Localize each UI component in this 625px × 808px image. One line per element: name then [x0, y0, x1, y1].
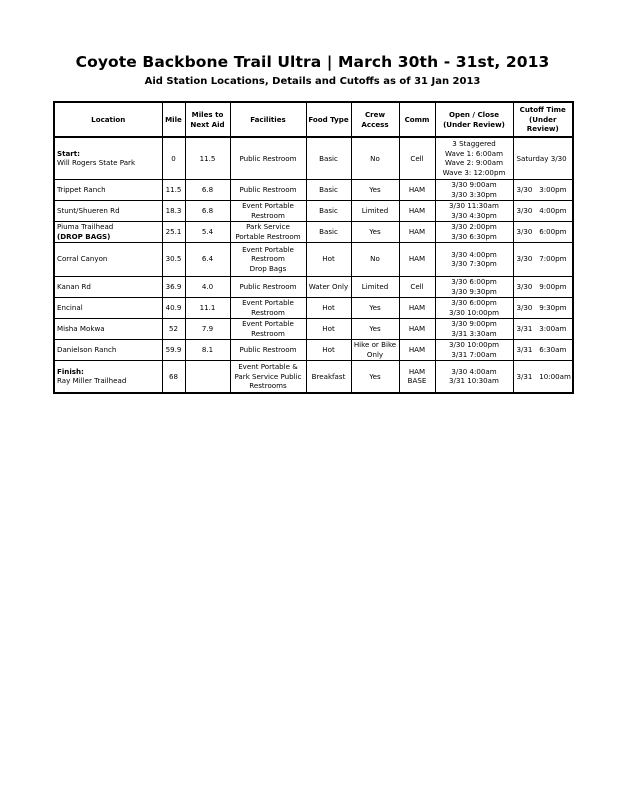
- cell-facilities: Event Portable Restroom Drop Bags: [230, 242, 306, 276]
- cell-open-close: 3/30 2:00pm 3/30 6:30pm: [435, 221, 513, 242]
- cell-location: Trippet Ranch: [54, 179, 162, 200]
- cell-crew-access: Yes: [351, 297, 399, 318]
- cell-crew-access: No: [351, 137, 399, 179]
- cell-comm: HAM: [399, 221, 435, 242]
- table-header-row: [54, 102, 573, 137]
- cell-comm: HAM: [399, 318, 435, 339]
- cell-mile: 40.9: [162, 297, 185, 318]
- cell-location: Start: Will Rogers State Park: [54, 137, 162, 179]
- header-crew-access: Crew Access: [351, 102, 399, 137]
- cell-crew-access: Yes: [351, 179, 399, 200]
- cell-mile: 30.5: [162, 242, 185, 276]
- cell-food-type: Basic: [306, 221, 351, 242]
- cell-food-type: Basic: [306, 137, 351, 179]
- cell-comm: HAM: [399, 179, 435, 200]
- table-row: [54, 297, 573, 318]
- cell-comm: HAM: [399, 200, 435, 221]
- cell-mile: 18.3: [162, 200, 185, 221]
- cell-location: Stunt/Shueren Rd: [54, 200, 162, 221]
- cell-comm: Cell: [399, 276, 435, 297]
- cell-crew-access: Yes: [351, 221, 399, 242]
- cell-facilities: Park Service Portable Restroom: [230, 221, 306, 242]
- cell-facilities: Event Portable Restroom: [230, 200, 306, 221]
- cell-location: Misha Mokwa: [54, 318, 162, 339]
- table-row: [54, 242, 573, 276]
- cell-food-type: Hot: [306, 297, 351, 318]
- cell-location: Piuma Trailhead (DROP BAGS): [54, 221, 162, 242]
- cell-miles-to-next: 5.4: [185, 221, 230, 242]
- header-mile: Mile: [162, 102, 185, 137]
- cell-mile: 36.9: [162, 276, 185, 297]
- cell-facilities: Public Restroom: [230, 339, 306, 360]
- cell-food-type: Water Only: [306, 276, 351, 297]
- cell-open-close: 3/30 4:00am 3/31 10:30am: [435, 360, 513, 393]
- cell-crew-access: Limited: [351, 200, 399, 221]
- table-row: [54, 137, 573, 179]
- cell-mile: 68: [162, 360, 185, 393]
- cell-open-close: 3/30 11:30am 3/30 4:30pm: [435, 200, 513, 221]
- cell-mile: 25.1: [162, 221, 185, 242]
- cell-open-close: 3/30 10:00pm 3/31 7:00am: [435, 339, 513, 360]
- cell-comm: HAM: [399, 242, 435, 276]
- cell-miles-to-next: 11.5: [185, 137, 230, 179]
- table-row: [54, 360, 573, 393]
- cell-facilities: Event Portable & Park Service Public Restrooms: [230, 360, 306, 393]
- cell-food-type: Hot: [306, 339, 351, 360]
- cell-open-close: 3 Staggered Wave 1: 6:00am Wave 2: 9:00am Wave 3: 12:00pm: [435, 137, 513, 179]
- cell-crew-access: Hike or Bike Only: [351, 339, 399, 360]
- aid-station-table: [53, 101, 574, 394]
- page-subtitle: Aid Station Locations, Details and Cutoffs as of 31 Jan 2013: [144, 76, 481, 87]
- cell-comm: HAM BASE: [399, 360, 435, 393]
- cell-miles-to-next: 4.0: [185, 276, 230, 297]
- cell-location: Kanan Rd: [54, 276, 162, 297]
- cell-crew-access: Limited: [351, 276, 399, 297]
- cell-comm: HAM: [399, 297, 435, 318]
- cell-crew-access: Yes: [351, 318, 399, 339]
- cell-open-close: 3/30 4:00pm 3/30 7:30pm: [435, 242, 513, 276]
- cell-facilities: Public Restroom: [230, 276, 306, 297]
- table-row: [54, 221, 573, 242]
- table-row: [54, 318, 573, 339]
- cell-mile: 59.9: [162, 339, 185, 360]
- cell-location: Danielson Ranch: [54, 339, 162, 360]
- cell-food-type: Hot: [306, 318, 351, 339]
- cell-facilities: Event Portable Restroom: [230, 318, 306, 339]
- header-food-type: Food Type: [306, 102, 351, 137]
- cell-food-type: Basic: [306, 179, 351, 200]
- cell-cutoff: Saturday 3/30: [513, 137, 573, 179]
- cell-cutoff: 3/31 6:30am: [513, 339, 573, 360]
- cell-cutoff: 3/30 6:00pm: [513, 221, 573, 242]
- cell-facilities: Event Portable Restroom: [230, 297, 306, 318]
- cell-cutoff: 3/30 4:00pm: [513, 200, 573, 221]
- cell-miles-to-next: [185, 360, 230, 393]
- cell-cutoff: 3/31 10:00am: [513, 360, 573, 393]
- cell-open-close: 3/30 9:00am 3/30 3:30pm: [435, 179, 513, 200]
- cell-location: Encinal: [54, 297, 162, 318]
- cell-miles-to-next: 6.4: [185, 242, 230, 276]
- cell-miles-to-next: 11.1: [185, 297, 230, 318]
- cell-food-type: Basic: [306, 200, 351, 221]
- cell-cutoff: 3/30 7:00pm: [513, 242, 573, 276]
- cell-location: Finish: Ray Miller Trailhead: [54, 360, 162, 393]
- header-miles-to-next: Miles to Next Aid: [185, 102, 230, 137]
- table-row: [54, 179, 573, 200]
- cell-food-type: Breakfast: [306, 360, 351, 393]
- cell-comm: Cell: [399, 137, 435, 179]
- table-row: [54, 339, 573, 360]
- cell-miles-to-next: 6.8: [185, 200, 230, 221]
- cell-location: Corral Canyon: [54, 242, 162, 276]
- cell-miles-to-next: 8.1: [185, 339, 230, 360]
- cell-cutoff: 3/30 9:00pm: [513, 276, 573, 297]
- cell-cutoff: 3/30 9:30pm: [513, 297, 573, 318]
- header-open-close: Open / Close (Under Review): [435, 102, 513, 137]
- cell-mile: 52: [162, 318, 185, 339]
- cell-cutoff: 3/31 3:00am: [513, 318, 573, 339]
- header-cutoff-time: Cutoff Time (Under Review): [513, 102, 573, 137]
- cell-miles-to-next: 7.9: [185, 318, 230, 339]
- cell-crew-access: No: [351, 242, 399, 276]
- cell-cutoff: 3/30 3:00pm: [513, 179, 573, 200]
- table-row: [54, 200, 573, 221]
- cell-open-close: 3/30 6:00pm 3/30 9:30pm: [435, 276, 513, 297]
- cell-miles-to-next: 6.8: [185, 179, 230, 200]
- header-location: Location: [54, 102, 162, 137]
- header-facilities: Facilities: [230, 102, 306, 137]
- page-title: Coyote Backbone Trail Ultra | March 30th - 31st, 2013: [75, 53, 550, 71]
- cell-open-close: 3/30 6:00pm 3/30 10:00pm: [435, 297, 513, 318]
- cell-facilities: Public Restroom: [230, 137, 306, 179]
- cell-comm: HAM: [399, 339, 435, 360]
- cell-mile: 0: [162, 137, 185, 179]
- cell-open-close: 3/30 9:00pm 3/31 3:30am: [435, 318, 513, 339]
- cell-crew-access: Yes: [351, 360, 399, 393]
- cell-food-type: Hot: [306, 242, 351, 276]
- cell-mile: 11.5: [162, 179, 185, 200]
- cell-facilities: Public Restroom: [230, 179, 306, 200]
- header-comm: Comm: [399, 102, 435, 137]
- table-row: [54, 276, 573, 297]
